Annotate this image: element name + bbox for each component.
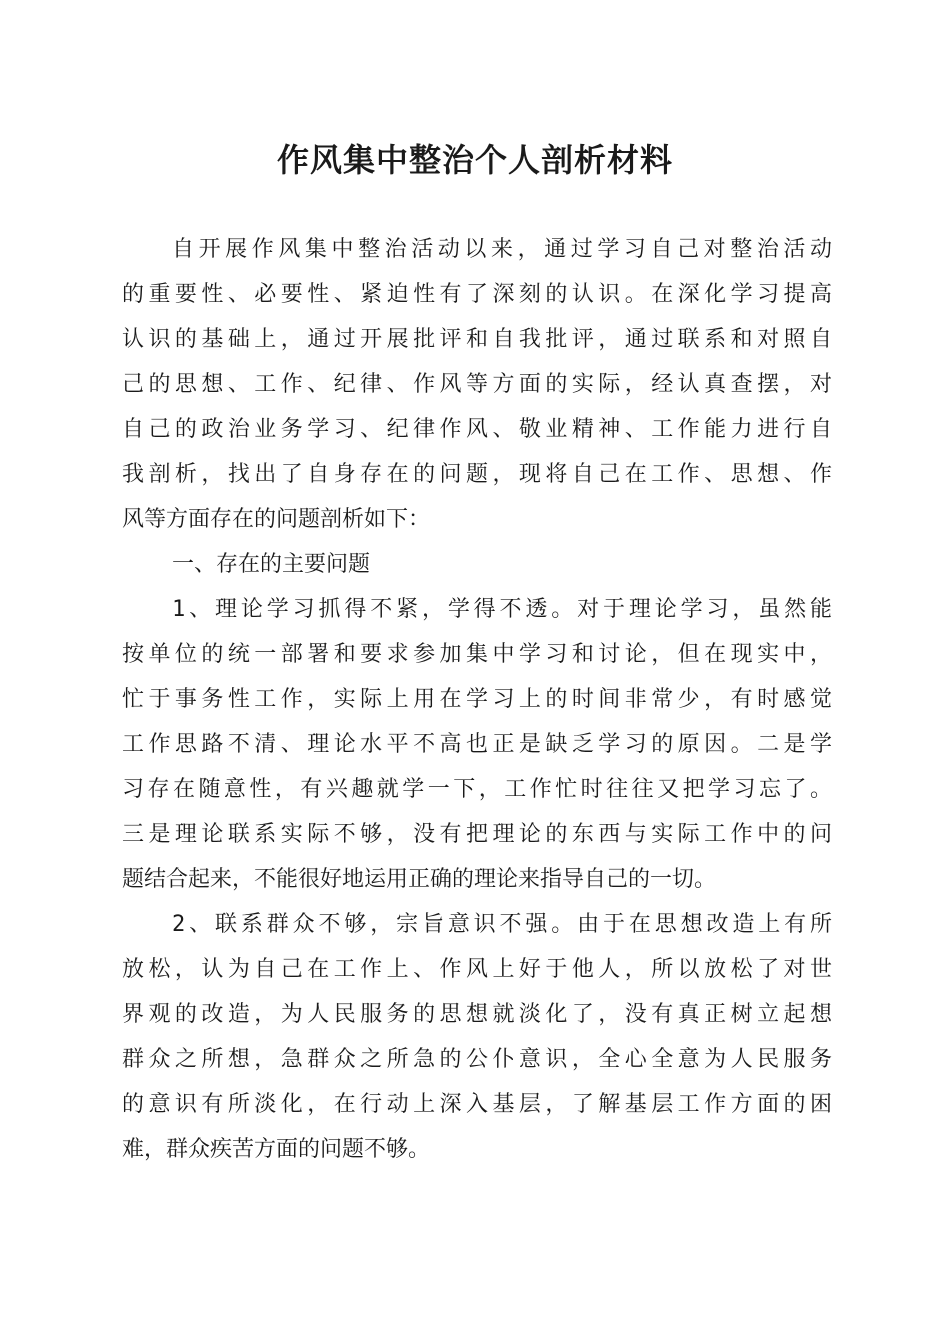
item2-line: 群众之所想，急群众之所急的公仆意识，全心全意为人民服务 xyxy=(122,1047,832,1072)
intro-line: 自开展作风集中整治活动以来，通过学习自己对整治活动 xyxy=(172,237,832,262)
item1-line: 1、理论学习抓得不紧，学得不透。对于理论学习，虽然能 xyxy=(172,597,832,622)
intro-line: 己的思想、工作、纪律、作风等方面的实际，经认真查摆，对 xyxy=(122,372,832,397)
item1-line: 三是理论联系实际不够，没有把理论的东西与实际工作中的问 xyxy=(122,822,832,847)
item2-line: 难，群众疾苦方面的问题不够。 xyxy=(122,1137,431,1162)
item2-line: 的意识有所淡化，在行动上深入基层，了解基层工作方面的困 xyxy=(122,1092,832,1117)
intro-line: 我剖析，找出了自身存在的问题，现将自己在工作、思想、作 xyxy=(122,462,832,487)
intro-line: 的重要性、必要性、紧迫性有了深刻的认识。在深化学习提高 xyxy=(122,282,832,307)
intro-line: 风等方面存在的问题剖析如下： xyxy=(122,507,431,532)
item1-line: 按单位的统一部署和要求参加集中学习和讨论，但在现实中， xyxy=(122,642,832,667)
intro-line: 认识的基础上，通过开展批评和自我批评，通过联系和对照自 xyxy=(122,327,832,352)
item2-line: 放松，认为自己在工作上、作风上好于他人，所以放松了对世 xyxy=(122,957,832,982)
item1-line: 工作思路不清、理论水平不高也正是缺乏学习的原因。二是学 xyxy=(122,732,832,757)
item2-line: 2、联系群众不够，宗旨意识不强。由于在思想改造上有所 xyxy=(172,912,832,937)
document-title: 作风集中整治个人剖析材料 xyxy=(276,141,673,179)
item2-line: 界观的改造，为人民服务的思想就淡化了，没有真正树立起想 xyxy=(122,1002,832,1027)
intro-line: 自己的政治业务学习、纪律作风、敬业精神、工作能力进行自 xyxy=(122,417,832,442)
item1-line: 题结合起来，不能很好地运用正确的理论来指导自己的一切。 xyxy=(122,867,717,892)
item1-line: 忙于事务性工作，实际上用在学习上的时间非常少，有时感觉 xyxy=(122,687,832,712)
section-heading: 一、存在的主要问题 xyxy=(172,552,371,577)
item1-line: 习存在随意性，有兴趣就学一下，工作忙时往往又把学习忘了。 xyxy=(122,777,832,802)
